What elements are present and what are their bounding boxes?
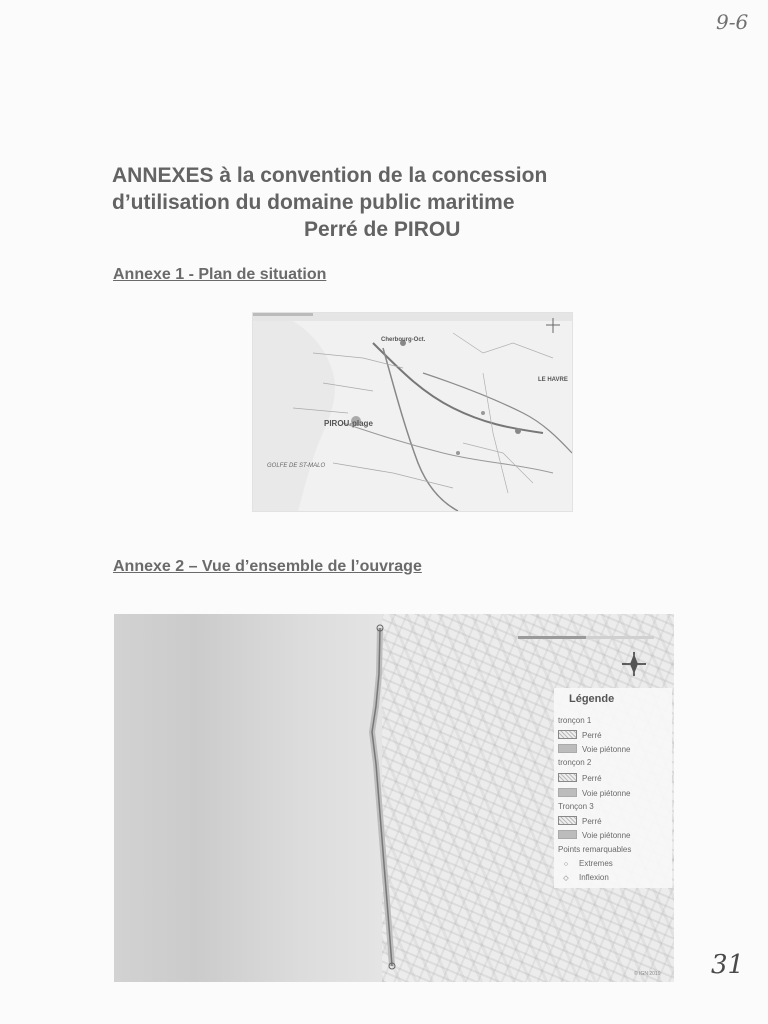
legend-item-extremes: ○ Extremes [558, 859, 613, 868]
annex-2-heading: Annexe 2 – Vue d’ensemble de l’ouvrage [113, 558, 422, 575]
scale-bar [518, 636, 654, 639]
legend-group-2: tronçon 2 [558, 758, 592, 767]
legend-points-title: Points remarquables [558, 845, 632, 854]
legend-item-perre: Perré [558, 773, 602, 783]
overview-aerial-map [114, 614, 674, 982]
perre-swatch [558, 816, 577, 825]
legend-item-voie: Voie piétonne [558, 830, 631, 840]
voie-swatch [558, 744, 577, 753]
map-label-le-havre: LE HAVRE [538, 377, 568, 383]
legend-group-1: tronçon 1 [558, 716, 592, 725]
voie-swatch [558, 830, 577, 839]
title-line-1: ANNEXES à la convention de la concession [112, 164, 548, 187]
title-line-2: d’utilisation du domaine public maritime [112, 191, 515, 214]
legend-title: Légende [569, 693, 615, 705]
circle-icon: ○ [563, 861, 569, 868]
perre-swatch [558, 730, 577, 739]
title-line-3: Perré de PIROU [304, 218, 461, 241]
legend-item-voie: Voie piétonne [558, 744, 631, 754]
legend-item-voie: Voie piétonne [558, 788, 631, 798]
map-label-golfe: GOLFE DE ST-MALO [267, 463, 326, 469]
legend-item-perre: Perré [558, 816, 602, 826]
voie-swatch [558, 788, 577, 797]
diamond-icon: ◇ [563, 875, 569, 882]
legend-item-perre: Perré [558, 730, 602, 740]
page-number: 31 [711, 950, 745, 980]
legend-item-inflexion: ◇ Inflexion [558, 873, 609, 882]
map-copyright: © IGN 2019 [634, 971, 661, 977]
map-legend [554, 688, 672, 888]
situation-map [252, 312, 573, 512]
document-title [112, 162, 632, 243]
map-label-pirou: PIROU-plage [324, 419, 373, 428]
annex-1-heading: Annexe 1 - Plan de situation [113, 266, 327, 283]
handwritten-note: 9-6 [716, 10, 749, 34]
perre-swatch [558, 773, 577, 782]
legend-group-3: Tronçon 3 [558, 802, 594, 811]
map-label-cherbourg: Cherbourg-Oct. [381, 337, 426, 343]
